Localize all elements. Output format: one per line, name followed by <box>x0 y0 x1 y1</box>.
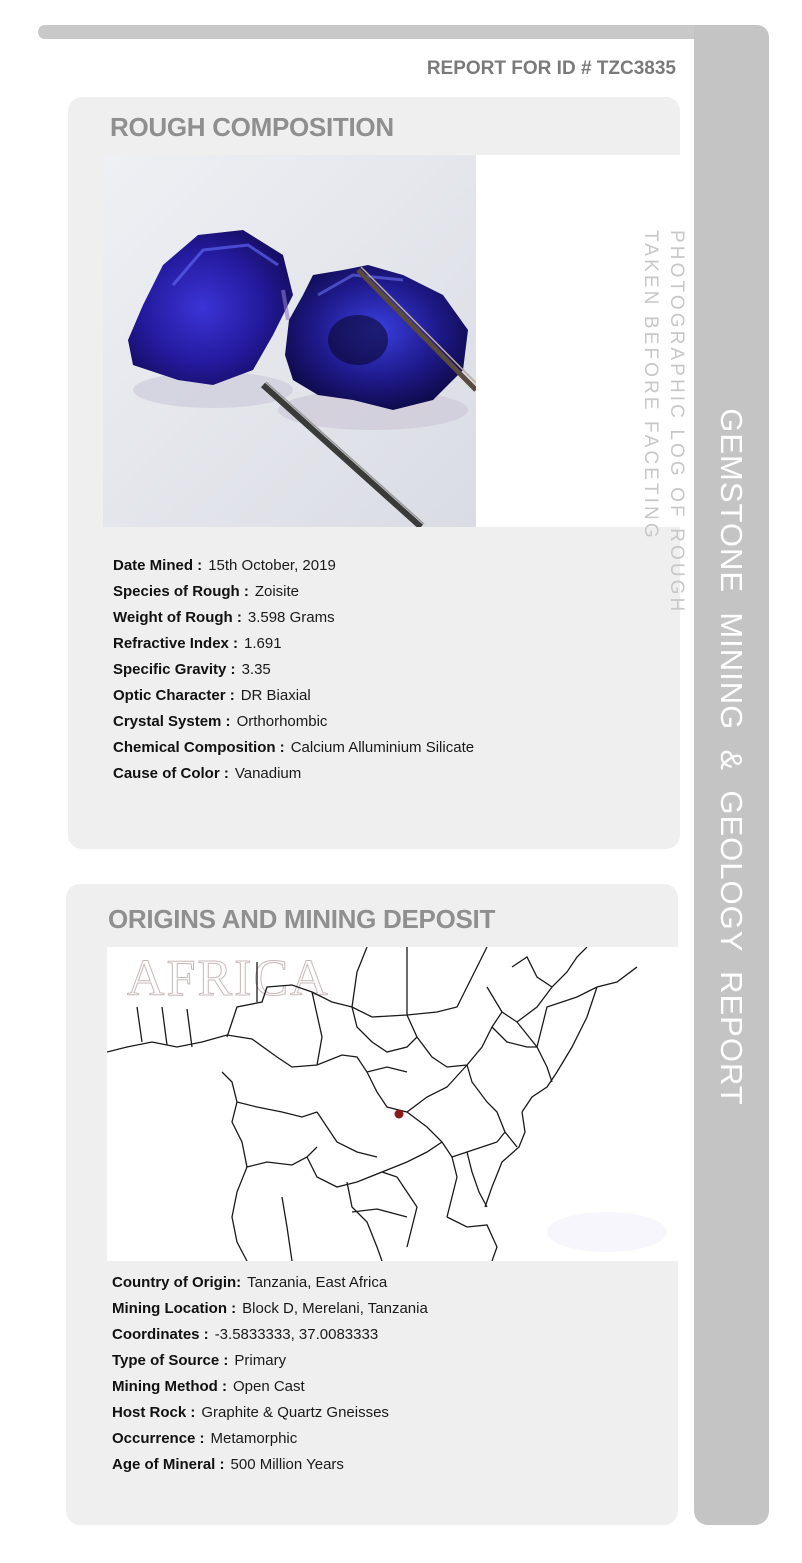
top-decorative-bar <box>38 25 738 39</box>
origins-panel <box>66 884 678 1525</box>
map-label: AFRICA <box>127 950 330 1007</box>
report-side-title: GEMSTONE MINING & GEOLOGY REPORT <box>714 408 749 1106</box>
spec-label: Optic Character : <box>113 687 235 704</box>
spec-value: Zoisite <box>254 583 300 600</box>
spec-value: 1.691 <box>244 635 282 652</box>
spec-value: DR Biaxial <box>240 687 311 704</box>
photo-caption-line: TAKEN BEFORE FACETING <box>640 230 661 541</box>
spec-label: Specific Gravity : <box>113 661 236 678</box>
spec-row <box>112 1374 428 1400</box>
spec-value: Vanadium <box>234 765 302 782</box>
spec-label: Species of Rough : <box>113 583 249 600</box>
origins-title: ORIGINS AND MINING DEPOSIT <box>108 904 496 934</box>
spec-value: Graphite & Quartz Gneisses <box>201 1404 389 1421</box>
mine-location-marker <box>395 1110 404 1119</box>
spec-value: -3.5833333, 37.0083333 <box>214 1326 379 1343</box>
spec-row <box>112 1426 428 1452</box>
spec-label: Weight of Rough : <box>113 609 242 626</box>
spec-row <box>112 1452 428 1478</box>
spec-label: Cause of Color : <box>113 765 229 782</box>
spec-row <box>112 1270 428 1296</box>
spec-value: 3.35 <box>241 661 271 678</box>
spec-row <box>112 1400 428 1426</box>
africa-map <box>107 947 678 1261</box>
spec-label: Type of Source : <box>112 1352 229 1369</box>
photo-caption-line: PHOTOGRAPHIC LOG OF ROUGH <box>666 230 687 615</box>
spec-row <box>112 1322 428 1348</box>
report-id: REPORT FOR ID # TZC3835 <box>426 58 676 79</box>
rough-gem-photo <box>103 155 476 527</box>
spec-value: 15th October, 2019 <box>208 557 336 574</box>
rough-composition-panel <box>68 97 687 849</box>
photo-caption <box>640 230 713 615</box>
spec-row <box>112 1348 428 1374</box>
spec-label: Host Rock : <box>112 1404 196 1421</box>
spec-label: Country of Origin: <box>112 1274 242 1291</box>
spec-value: Metamorphic <box>210 1430 298 1447</box>
spec-value: 3.598 Grams <box>247 609 335 626</box>
spec-value: Tanzania, East Africa <box>247 1274 388 1291</box>
spec-value: Calcium Alluminium Silicate <box>290 739 475 756</box>
spec-row <box>113 553 474 579</box>
spec-label: Occurrence : <box>112 1430 205 1447</box>
rough-specs <box>113 553 474 787</box>
spec-label: Mining Method : <box>112 1378 227 1395</box>
spec-label: Crystal System : <box>113 713 231 730</box>
spec-label: Mining Location : <box>112 1300 237 1317</box>
spec-row <box>113 761 474 787</box>
origin-specs <box>112 1270 428 1478</box>
spec-label: Chemical Composition : <box>113 739 285 756</box>
spec-row <box>113 709 474 735</box>
spec-label: Coordinates : <box>112 1326 209 1343</box>
spec-value: Orthorhombic <box>236 713 328 730</box>
spec-row <box>113 631 474 657</box>
spec-label: Date Mined : <box>113 557 203 574</box>
spec-row <box>113 735 474 761</box>
rough-composition-title: ROUGH COMPOSITION <box>110 112 394 142</box>
spec-value: Open Cast <box>232 1378 305 1395</box>
spec-row <box>113 657 474 683</box>
spec-label: Age of Mineral : <box>112 1456 225 1473</box>
spec-row <box>113 579 474 605</box>
spec-value: Block D, Merelani, Tanzania <box>242 1300 428 1317</box>
spec-row <box>113 605 474 631</box>
spec-value: Primary <box>234 1352 287 1369</box>
spec-row <box>113 683 474 709</box>
spec-label: Refractive Index : <box>113 635 239 652</box>
spec-value: 500 Million Years <box>230 1456 344 1473</box>
spec-row <box>112 1296 428 1322</box>
